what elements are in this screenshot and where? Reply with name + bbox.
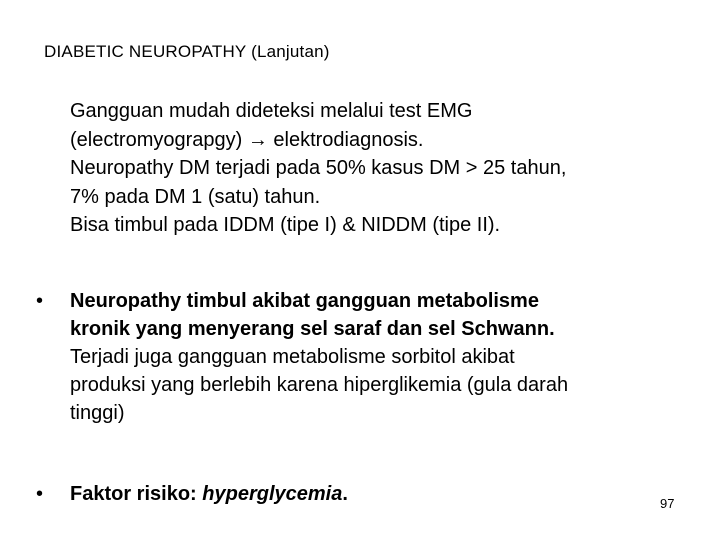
bullet-icon: •	[36, 290, 44, 312]
intro-line-4: 7% pada DM 1 (satu) tahun.	[70, 185, 321, 208]
bullet-item-risk-factor	[36, 480, 348, 508]
bullet-1-line-3: Terjadi juga gangguan metabolisme sorbitol akibat	[70, 346, 515, 368]
bullet-item-neuropathy	[36, 287, 568, 427]
risk-factor-value: hyperglycemia	[202, 483, 343, 505]
intro-line-5: Bisa timbul pada IDDM (tipe I) & NIDDM (tipe II).	[70, 214, 501, 236]
intro-line-2-text: (electromyograpgy)	[70, 128, 248, 151]
intro-line-3: Neuropathy DM terjadi pada 50% kasus DM > 25 tahun,	[70, 157, 567, 179]
bullet-1-line-1: Neuropathy timbul akibat gangguan metabolisme	[70, 290, 539, 312]
intro-line-2	[70, 126, 566, 155]
page-number: 97	[660, 496, 675, 511]
bullet-1-line-5: tinggi)	[70, 402, 125, 424]
bullet-1-line-2: kronik yang menyerang sel saraf dan sel Schwann.	[70, 318, 555, 340]
bullet-2-line	[70, 480, 348, 508]
slide-title: DIABETIC NEUROPATHY (Lanjutan)	[44, 42, 330, 61]
arrow-icon: →	[247, 128, 268, 151]
risk-factor-period: .	[342, 483, 348, 505]
bullet-1-line-4: produksi yang berlebih karena hiperglikemia (gula darah	[70, 374, 569, 396]
bullet-icon: •	[36, 483, 44, 505]
risk-factor-label: Faktor risiko:	[70, 483, 203, 505]
intro-paragraph	[70, 97, 566, 240]
intro-line-1: Gangguan mudah dideteksi melalui test EMG	[70, 100, 473, 122]
intro-line-2-tail: elektrodiagnosis.	[267, 128, 424, 151]
